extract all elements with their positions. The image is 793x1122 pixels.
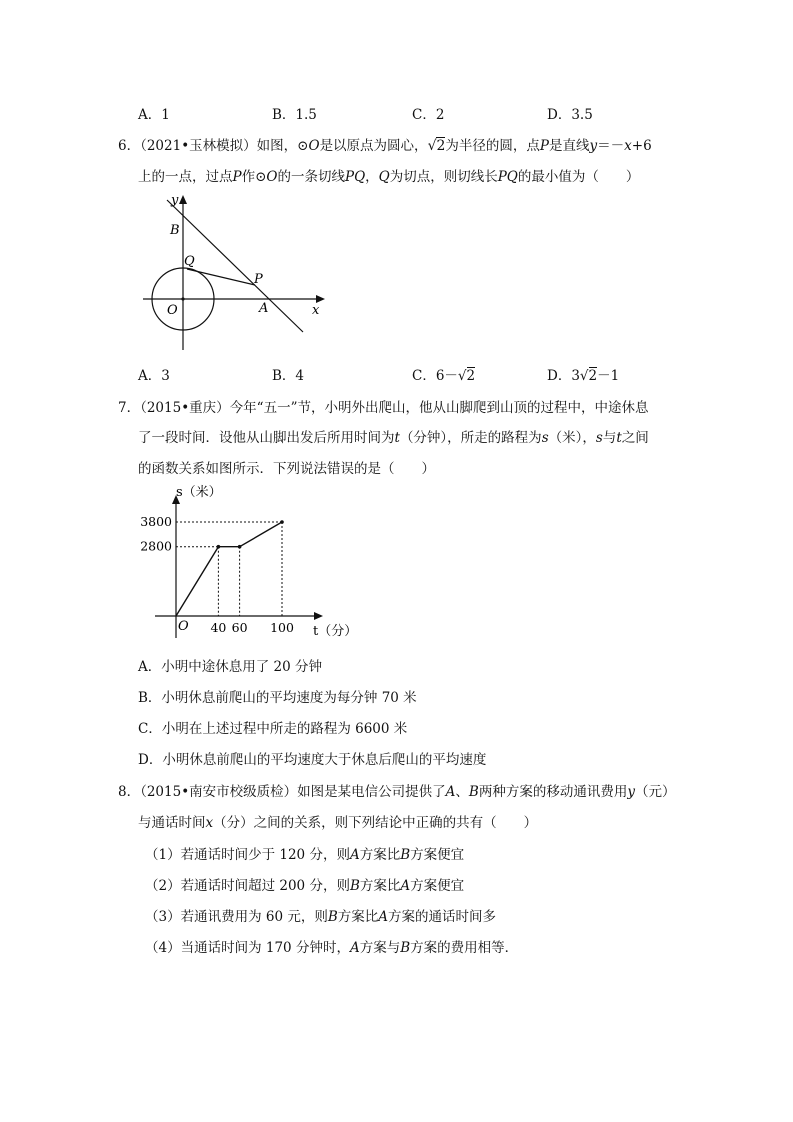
chart-point (280, 520, 284, 524)
q5-option-a[interactable]: A．1 (138, 107, 170, 123)
label-b: B (170, 223, 180, 238)
q8-var: B (468, 784, 479, 800)
q6-text: ＝－ (597, 138, 625, 154)
q8-text: 、 (455, 784, 469, 800)
q6-var: O (266, 169, 278, 185)
q8-text: 方案比 (359, 847, 401, 863)
q7-option-c[interactable]: C．小明在上述过程中所走的路程为 6600 米 (138, 721, 408, 737)
q6-line-1 (118, 134, 652, 154)
q8-text: 与通话时间 (138, 815, 206, 831)
q8-text: （2015•南安市校级质检）如图是某电信公司提供了 (140, 784, 446, 800)
chart-y-tick-label: 2800 (140, 538, 172, 554)
q7-text: 了一段时间．设他从山脚出发后所用时间为 (138, 430, 395, 446)
q6-var: Q (378, 169, 390, 185)
q6-var: O (308, 138, 320, 154)
q6-text: ， (365, 169, 379, 185)
q7-line-2 (138, 426, 649, 446)
label-q: Q (184, 254, 195, 269)
q7-chart (135, 478, 365, 643)
chart-x-tick-label: 100 (270, 620, 294, 635)
q8-text: （元） (634, 784, 676, 800)
label-y: y (171, 193, 179, 208)
q7-text: （分钟），所走的路程为 (399, 430, 542, 446)
q6-option-d-suffix: －1 (597, 368, 620, 384)
chart-ylabel: s（米） (176, 485, 222, 500)
q8-var: y (627, 784, 635, 800)
q8-text: （分）之间的关系，则下列结论中正确的共有（ ） (213, 815, 538, 831)
q8-var: B (400, 940, 411, 956)
q7-var: s (595, 430, 603, 446)
chart-point (217, 545, 221, 549)
q6-text: 是直线 (549, 138, 590, 154)
q6-text: 为半径的圆，点 (445, 138, 540, 154)
q8-text: （1）若通话时间少于 120 分，则 (145, 847, 350, 863)
q8-text: 两种方案的移动通讯费用 (478, 784, 628, 800)
q6-var: P (539, 138, 549, 154)
q7-var: t (394, 430, 400, 446)
q6-var: x (624, 138, 632, 154)
q6-text: 为切点，则切线长 (389, 169, 498, 185)
q7-text: （米）， (548, 430, 596, 446)
q6-text: +6 (631, 138, 652, 154)
y-axis-arrow-icon (179, 195, 187, 204)
q8-var: A (445, 784, 456, 800)
q8-statement-1 (145, 843, 464, 863)
q8-var: x (205, 815, 214, 831)
q8-text: （4）当通话时间为 170 分钟时， (145, 940, 350, 956)
q8-text: 方案与 (359, 940, 401, 956)
q8-var: A (349, 847, 360, 863)
q6-var: P (232, 169, 242, 185)
q7-line-3: 的函数关系如图所示．下列说法错误的是（ ） (138, 461, 435, 477)
q6-option-d-prefix: D．3 (547, 368, 580, 384)
chart-series-line (176, 522, 282, 616)
q7-line-1 (118, 396, 648, 416)
q6-line-2 (138, 165, 639, 185)
q7-text: 之间 (621, 430, 649, 446)
q8-text: 方案的费用相等． (410, 940, 519, 956)
q8-line-1 (118, 780, 675, 800)
q8-text: 方案的通话时间多 (388, 909, 497, 925)
q8-var: B (400, 847, 411, 863)
q5-option-d[interactable]: D．3.5 (547, 107, 593, 123)
x-axis-arrow-icon (316, 295, 325, 303)
q6-number: 6． (118, 138, 141, 154)
q6-text: 如图，⊙ (256, 138, 309, 154)
q8-line-2 (138, 811, 537, 831)
q8-var: A (378, 909, 389, 925)
label-o: O (167, 303, 178, 318)
label-a: A (259, 301, 269, 316)
q7-option-a[interactable]: A．小明中途休息用了 20 分钟 (138, 659, 323, 675)
q6-option-c-prefix: C．6－ (412, 368, 458, 384)
q8-text: 方案便宜 (410, 878, 465, 894)
q8-var: B (349, 878, 360, 894)
q6-figure (135, 190, 335, 355)
q8-var: A (400, 878, 411, 894)
q7-text: （2015•重庆）今年“五一”节，小明外出爬山，他从山脚爬到山顶的过程中，中途休息 (140, 400, 649, 416)
q8-number: 8． (118, 784, 141, 800)
q8-var: A (349, 940, 360, 956)
q5-option-c[interactable]: C．2 (412, 107, 445, 123)
q8-statement-4 (145, 936, 518, 956)
chart-xlabel: t（分） (313, 624, 358, 639)
q6-text: 的一条切线 (277, 169, 345, 185)
sqrt-sym: √ (457, 368, 467, 384)
q6-option-a[interactable]: A．3 (138, 368, 170, 384)
q8-text: 方案便宜 (410, 847, 465, 863)
label-p: P (254, 272, 263, 287)
chart-origin: O (178, 619, 189, 634)
q6-var: PQ (497, 169, 518, 185)
q6-text: 作⊙ (241, 169, 267, 185)
q6-text: 上的一点，过点 (138, 169, 233, 185)
q8-text: （2）若通话时间超过 200 分，则 (145, 878, 350, 894)
q8-statement-3 (145, 905, 496, 925)
sqrt-arg: 2 (588, 368, 598, 384)
q8-statement-2 (145, 874, 464, 894)
sqrt-arg: 2 (466, 368, 476, 384)
sqrt-icon (428, 137, 446, 154)
q6-source: （2021•玉林模拟） (140, 138, 257, 154)
origin-dot (181, 297, 184, 300)
q6-text: 是以原点为圆心， (319, 138, 428, 154)
q5-option-b[interactable]: B．1.5 (272, 107, 317, 123)
q6-option-c[interactable] (412, 364, 475, 384)
q6-var: y (589, 138, 598, 154)
chart-point (238, 545, 242, 549)
q8-text: 方案比 (337, 909, 379, 925)
q6-option-d[interactable] (547, 364, 619, 384)
q7-var: s (541, 430, 549, 446)
sqrt-arg: 2 (436, 138, 446, 154)
chart-marks (140, 514, 294, 635)
chart-x-tick-label: 40 (210, 620, 227, 635)
q6-text: 的最小值为（ ） (517, 169, 640, 185)
tangent-pq (187, 269, 255, 285)
sqrt-sym: √ (579, 368, 589, 384)
chart-x-arrow-icon (314, 612, 323, 620)
sqrt-icon (458, 367, 475, 384)
q7-var: t (616, 430, 622, 446)
q6-option-b[interactable]: B．4 (272, 368, 305, 384)
q7-option-b[interactable]: B．小明休息前爬山的平均速度为每分钟 70 米 (138, 690, 417, 706)
label-x: x (312, 303, 320, 318)
q7-number: 7． (118, 400, 141, 416)
q6-var: PQ (344, 169, 366, 185)
chart-x-tick-label: 60 (231, 620, 248, 635)
q8-var: B (327, 909, 338, 925)
q8-text: 方案比 (359, 878, 401, 894)
q8-text: （3）若通讯费用为 60 元，则 (145, 909, 328, 925)
q7-text: 与 (602, 430, 617, 446)
chart-y-tick-label: 3800 (140, 514, 172, 529)
sqrt-sym: √ (427, 138, 437, 154)
q7-option-d[interactable]: D．小明休息前爬山的平均速度大于休息后爬山的平均速度 (138, 752, 487, 768)
sqrt-icon (580, 367, 597, 384)
